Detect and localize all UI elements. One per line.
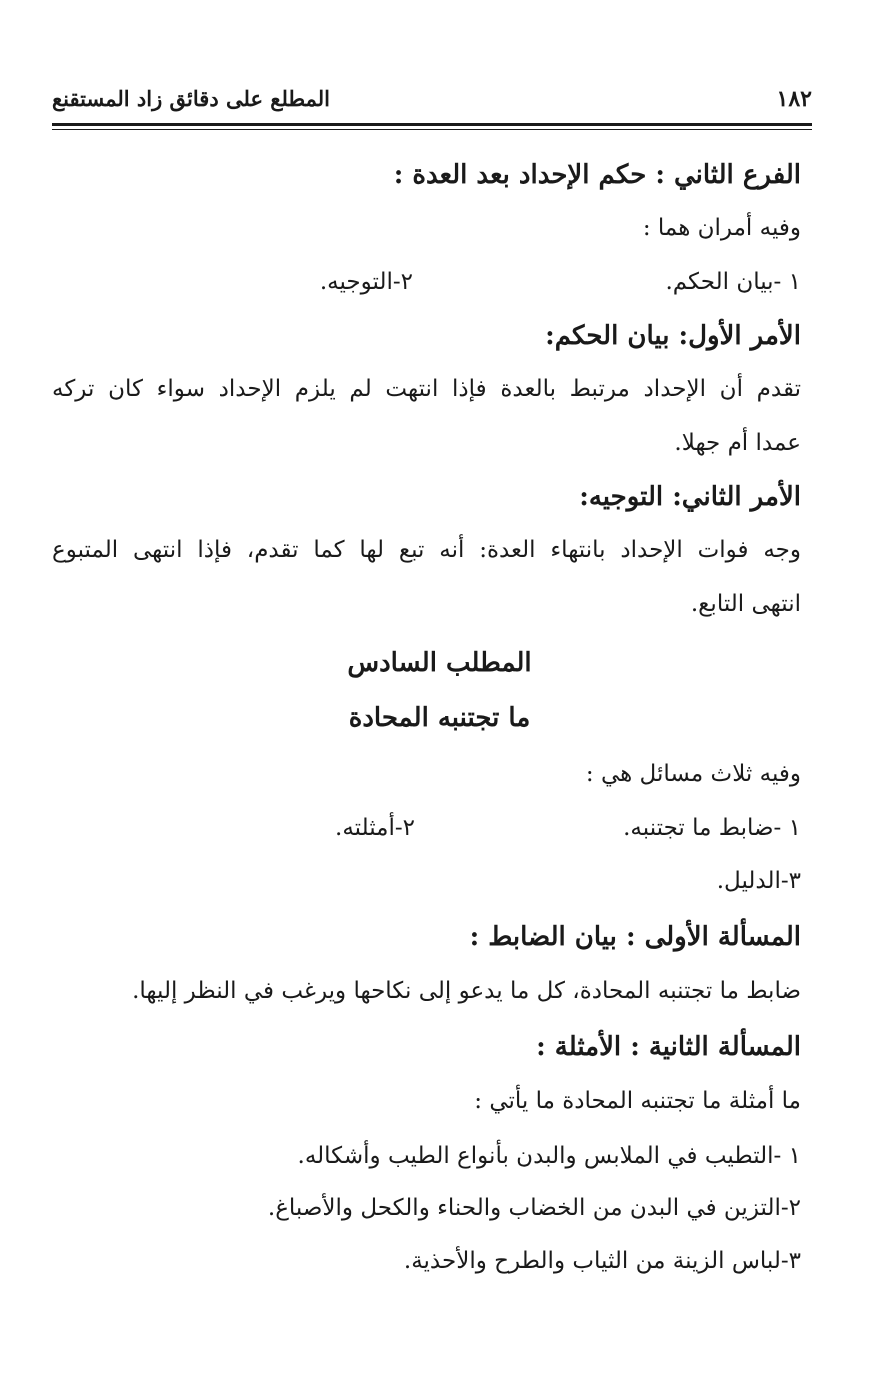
paragraph-line: ضابط ما تجتنبه المحادة، كل ما يدعو إلى نكاحها ويرغب في النظر إليها.	[132, 978, 801, 1004]
running-header	[52, 86, 812, 126]
section-intro: وفيه أمران هما :	[642, 215, 801, 241]
chapter-subtitle: ما تجتنبه المحادة	[348, 703, 531, 733]
list-item: ٣-لباس الزينة من الثياب والطرح والأحذية.	[403, 1248, 801, 1274]
header-rule-thin	[52, 129, 812, 130]
paragraph-line: انتهى التابع.	[690, 591, 801, 617]
page-number: ١٨٢	[776, 86, 812, 112]
section-heading: الفرع الثاني : حكم الإحداد بعد العدة :	[393, 160, 801, 190]
header-rule-thick	[52, 123, 812, 126]
book-title: المطلع على دقائق زاد المستقنع	[52, 86, 331, 111]
subsection-heading: المسألة الأولى : بيان الضابط :	[469, 922, 801, 952]
list-item: ٢-التزين في البدن من الخضاب والحناء والكحل والأصباغ.	[267, 1195, 801, 1221]
paragraph-line: تقدم أن الإحداد مرتبط بالعدة فإذا انتهت لم يلزم الإحداد سواء كان تركه	[52, 376, 801, 402]
subsection-heading: الأمر الثاني: التوجيه:	[579, 482, 801, 512]
paragraph-line: وجه فوات الإحداد بانتهاء العدة: أنه تبع لها كما تقدم، فإذا انتهى المتبوع	[52, 537, 801, 563]
section-intro: وفيه ثلاث مسائل هي :	[585, 761, 801, 787]
chapter-title: المطلب السادس	[347, 648, 532, 678]
list-item: ١ -التطيب في الملابس والبدن بأنواع الطيب وأشكاله.	[297, 1143, 801, 1169]
list-item: ٣-الدليل.	[716, 868, 801, 894]
list-item: ١ -ضابط ما تجتنبه.	[623, 815, 801, 841]
paragraph-line: عمدا أم جهلا.	[674, 430, 801, 456]
list-item: ٢-أمثلته.	[335, 815, 415, 841]
paragraph-line: ما أمثلة ما تجتنبه المحادة ما يأتي :	[474, 1088, 801, 1114]
subsection-heading: المسألة الثانية : الأمثلة :	[536, 1032, 801, 1062]
subsection-heading: الأمر الأول: بيان الحكم:	[545, 321, 801, 351]
list-item: ١ -بيان الحكم.	[665, 269, 801, 295]
list-item: ٢-التوجيه.	[319, 269, 413, 295]
